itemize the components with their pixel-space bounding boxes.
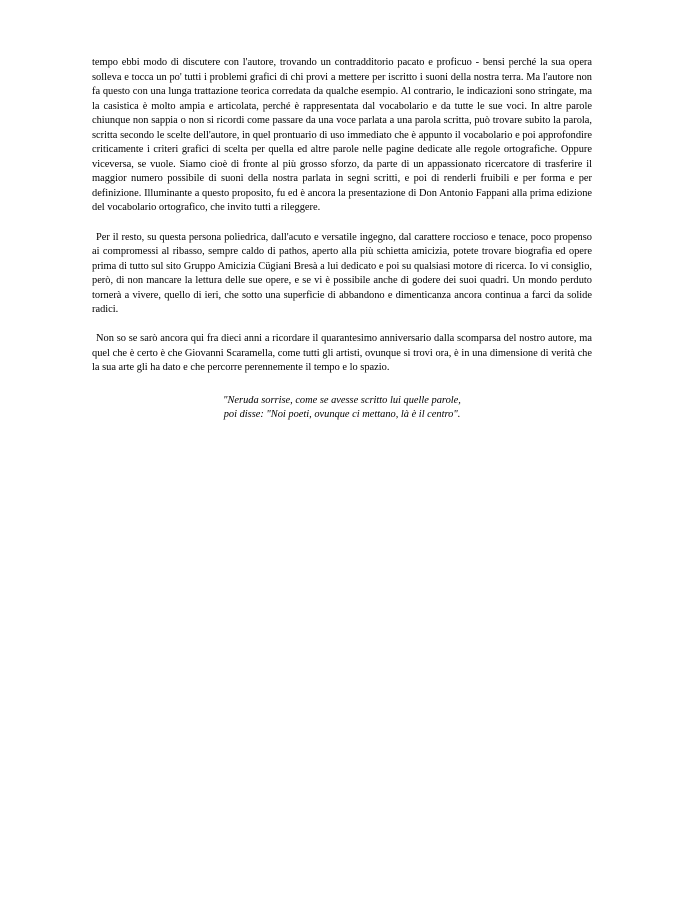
paragraph-3: Non so se sarò ancora qui fra dieci anni a ricordare il quarantesimo anniversario dalla scomparsa del nostro autore, ma quel che è certo è che Giovanni Scaramella, come tutti gli artisti, ovunque si trovi ora, è in una dimensione di verità che la sua arte gli ha dato e che percorre perennemente il tempo e lo spazio. [92, 333, 592, 374]
paragraph-2: Per il resto, su questa persona poliedrica, dall'acuto e versatile ingegno, dal carattere roccioso e tenace, poco propenso ai compromessi al ribasso, sempre caldo di pathos, aperto alla più schietta amicizia, potete trovare biografia ed opere prima di tutto sul sito Gruppo Amicizia Cügiani Bresà a lui dedicato e poi su qualsiasi motore di ricerca. Io vi consiglio, però, di non mancare la lettura delle sue opere, e se vi è possibile anche di godere dei suoi quadri. Un mondo perduto tornerà a vivere, quello di ieri, che sotto una superficie di abbandono e dimenticanza ancora continua a farci da solide radici. [92, 231, 592, 316]
quote-line-2: poi disse: "Noi poeti, ovunque ci mettano, là è il centro". [223, 409, 461, 421]
document-body [92, 56, 592, 423]
closing-quote [92, 394, 592, 423]
quote-line-1: "Neruda sorrise, come se avesse scritto lui quelle parole, [223, 394, 461, 406]
paragraph-1: tempo ebbi modo di discutere con l'autore, trovando un contradditorio pacato e proficuo - bensi perché la sua opera solleva e tocca un po' tutti i problemi grafici di chi provi a mettere per iscritto i suoni della nostra terra. Ma l'autore non fa questo con una lunga trattazione teorica corredata da qualche esempio. Al contrario, le indicazioni sono stringate, ma la casistica è molto ampia e articolata, perché è rappresentata dal vocabolario e da tutte le sue voci. In altre parole chiunque non sappia o non si ricordi come passare da una voce parlata a una parola scritta, può trovare subito la parola, scritta secondo le scelte dell'autore, in quel prontuario di uso immediato che è appunto il vocabolario e poi approfondire criticamente i criteri grafici di scelta per quella ed altre parole nelle pagine dedicate alle regole ortografiche. Oppure viceversa, se vuole. Siamo cioè di fronte al più grosso sforzo, da parte di un appassionato ricercatore di trasferire il maggior numero possibile di suoni della nostra parlata in segni scritti, e poi di renderli fruibili e per forma e per definizione. Illuminante a questo proposito, fu ed è ancora la presentazione di Don Antonio Fappani alla prima edizione del vocabolario ortografico, che invito tutti a rileggere. [92, 57, 592, 214]
